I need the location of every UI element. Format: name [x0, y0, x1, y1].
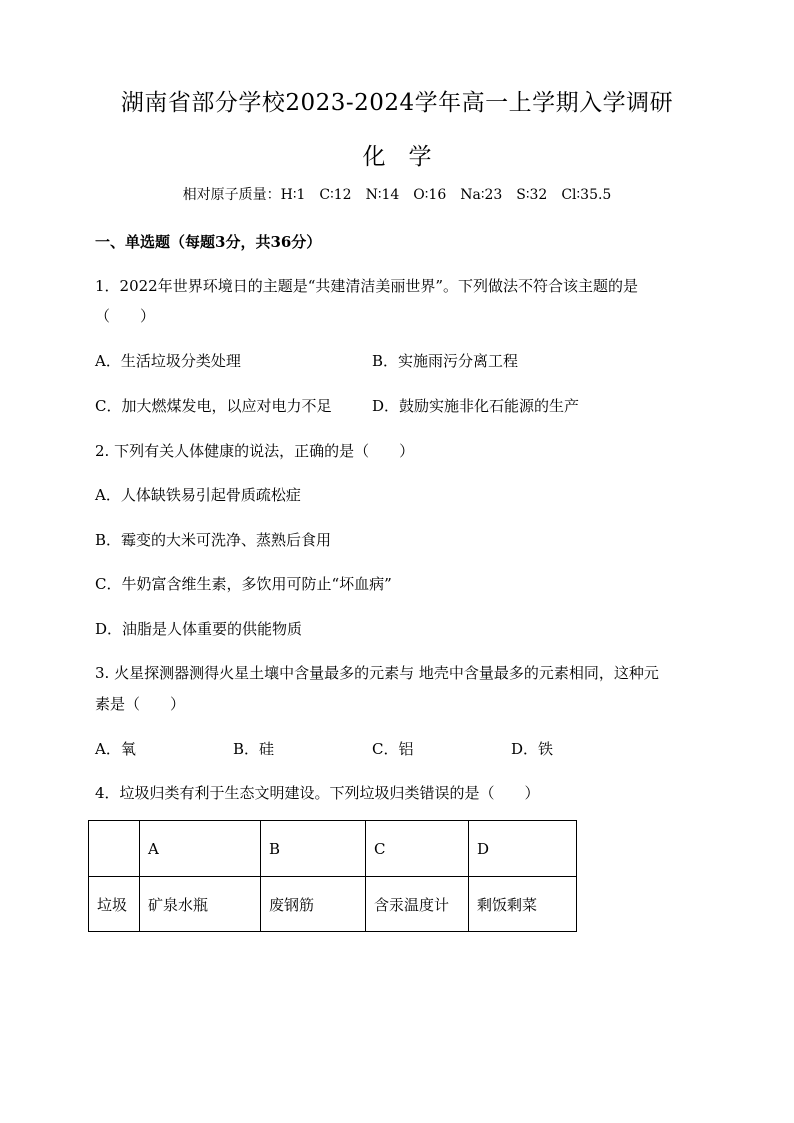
- q3-option-d: D．铁: [511, 740, 554, 758]
- q2-option-c: C．牛奶富含维生素，多饮用可防止“坏血病”: [95, 575, 392, 593]
- table-row: [89, 877, 577, 932]
- q1-option-b: B．实施雨污分离工程: [372, 352, 519, 370]
- table-cell-b: 废钢筋: [261, 877, 366, 932]
- table-header-d: D: [469, 821, 577, 877]
- garbage-classification-table: [88, 820, 577, 932]
- q2-option-a: A．人体缺铁易引起骨质疏松症: [95, 486, 301, 504]
- q1-stem-line2: （ ）: [95, 307, 156, 325]
- relative-atomic-masses: 相对原子质量：H∶1 C∶12 N∶14 O∶16 Na∶23 S∶32 Cl∶35.5: [182, 187, 612, 203]
- q3-stem-line1: 3. 火星探测器测得火星土壤中含量最多的元素与 地壳中含量最多的元素相同，这种元: [95, 664, 659, 682]
- q3-option-c: C．铝: [372, 740, 414, 758]
- table-header-a: A: [140, 821, 261, 877]
- q3-stem-line2: 素是（ ）: [95, 695, 186, 713]
- table-row-label: 垃圾: [89, 877, 140, 932]
- q4-stem: 4．垃圾归类有利于生态文明建设。下列垃圾归类错误的是（ ）: [95, 784, 540, 802]
- q2-stem: 2. 下列有关人体健康的说法，正确的是（ ）: [95, 442, 415, 460]
- q3-option-a: A．氧: [95, 740, 136, 758]
- table-cell-a: 矿泉水瓶: [140, 877, 261, 932]
- q1-option-d: D．鼓励实施非化石能源的生产: [372, 397, 580, 415]
- subject-title: 化 学: [362, 144, 432, 170]
- q1-stem-line1: 1．2022年世界环境日的主题是“共建清洁美丽世界”。下列做法不符合该主题的是: [95, 277, 639, 295]
- q1-option-c: C．加大燃煤发电，以应对电力不足: [95, 397, 332, 415]
- table-header-row: [89, 821, 577, 877]
- table-corner-cell: [89, 821, 140, 877]
- q3-option-b: B．硅: [233, 740, 275, 758]
- section-heading: 一、单选题（每题3分，共36分）: [95, 233, 322, 251]
- q2-option-b: B．霉变的大米可洗净、蒸熟后食用: [95, 531, 332, 549]
- exam-title: 湖南省部分学校2023-2024学年高一上学期入学调研: [120, 90, 674, 116]
- q2-option-d: D．油脂是人体重要的供能物质: [95, 620, 303, 638]
- table-cell-c: 含汞温度计: [366, 877, 469, 932]
- q1-option-a: A．生活垃圾分类处理: [95, 352, 241, 370]
- table-header-c: C: [366, 821, 469, 877]
- table-cell-d: 剩饭剩菜: [469, 877, 577, 932]
- table-header-b: B: [261, 821, 366, 877]
